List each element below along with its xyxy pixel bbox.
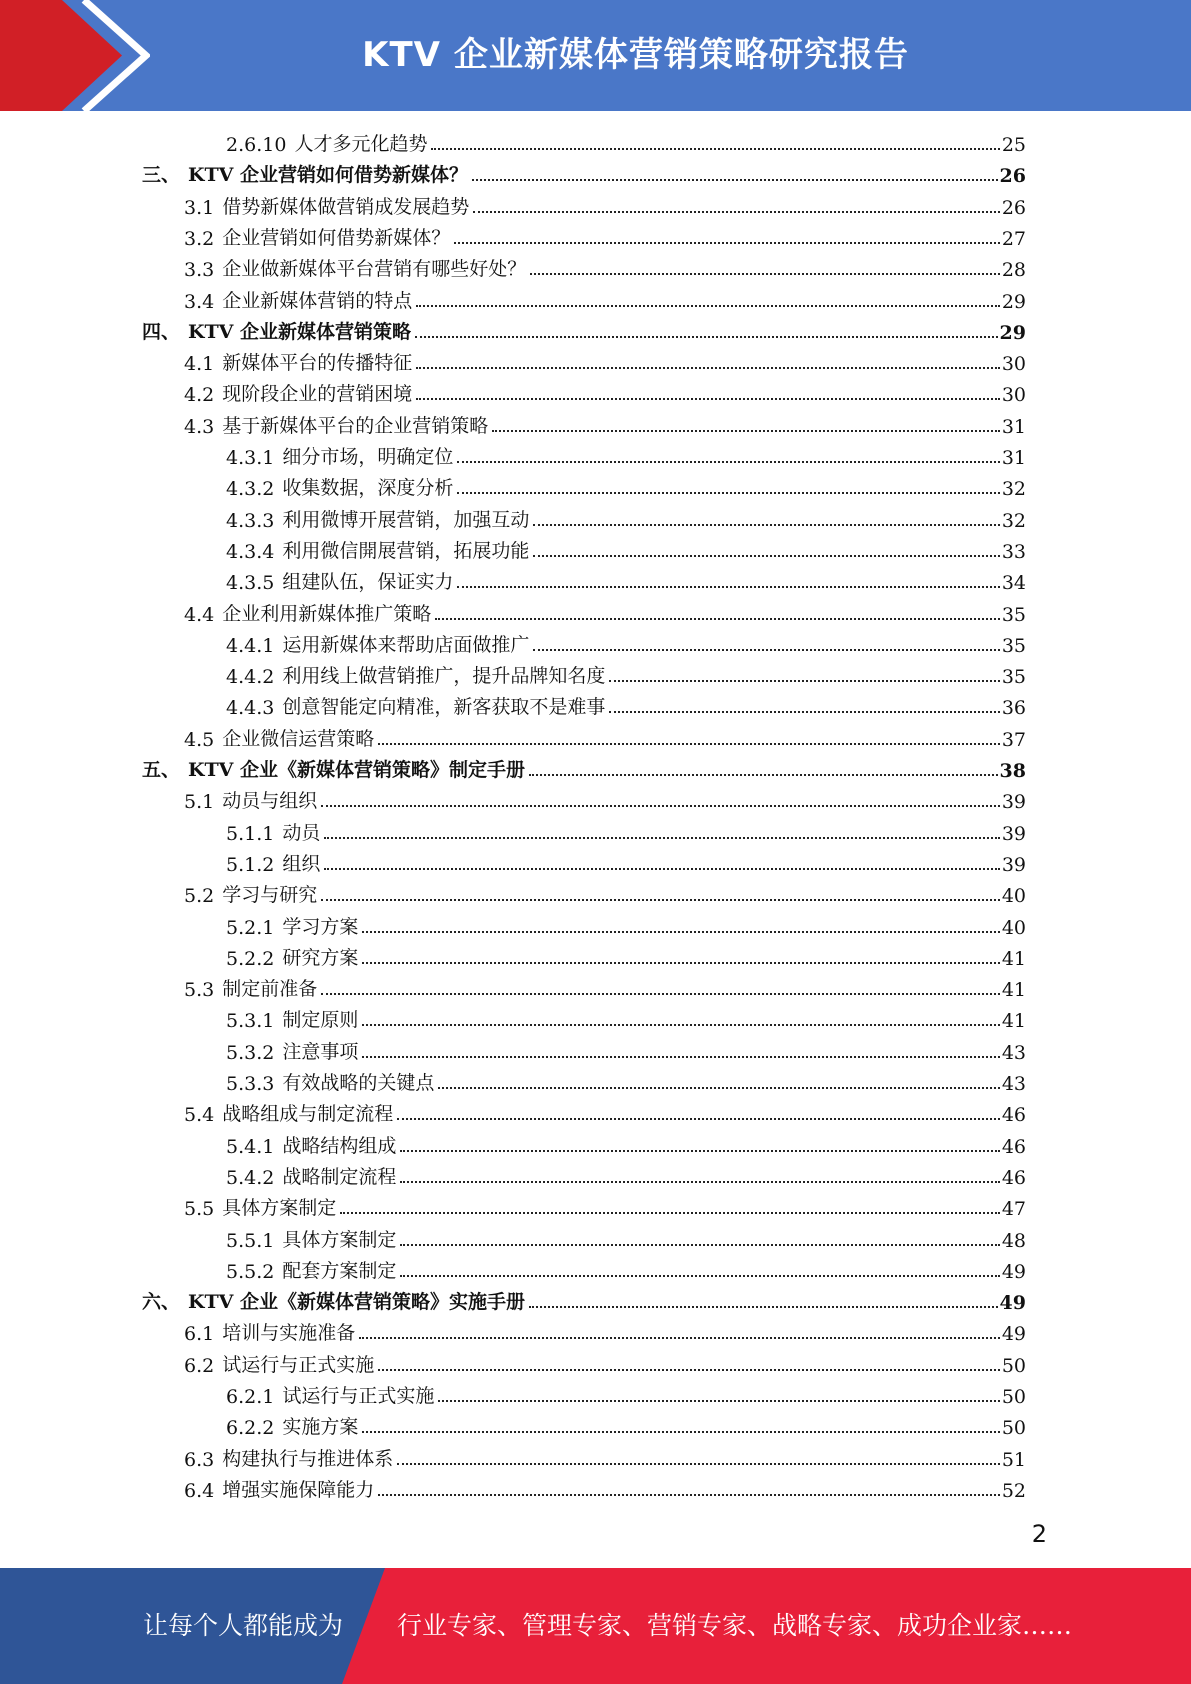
toc-entry-title: 基于新媒体平台的企业营销策略 xyxy=(222,414,489,437)
toc-entry-page: 26 xyxy=(1001,196,1026,219)
toc-entry-page: 41 xyxy=(1001,1010,1026,1033)
toc-entry-title: KTV 企业新媒体营销策略 xyxy=(188,320,412,343)
toc-entry-number: 4.3.2 xyxy=(226,478,275,501)
toc-dot-leader xyxy=(472,179,998,181)
toc-entry[interactable] xyxy=(184,1317,1026,1345)
toc-entry[interactable] xyxy=(226,566,1026,594)
toc-entry-title: 增强实施保障能力 xyxy=(222,1478,375,1501)
toc-dot-leader xyxy=(400,1275,999,1277)
toc-entry[interactable] xyxy=(226,911,1026,939)
toc-entry-number: 2.6.10 xyxy=(226,134,287,156)
toc-entry-page: 31 xyxy=(1001,415,1026,438)
toc-entry-title: 收集数据，深度分析 xyxy=(282,477,454,500)
toc-entry-title: 细分市场，明确定位 xyxy=(282,446,454,468)
toc-entry-page: 35 xyxy=(1001,666,1026,689)
toc-entry-number: 6.4 xyxy=(184,1479,215,1502)
toc-entry[interactable] xyxy=(184,879,1026,907)
toc-entry-number: 5.1.1 xyxy=(226,822,275,845)
toc-entry-number: 5.2 xyxy=(184,885,215,908)
toc-entry[interactable] xyxy=(142,754,1026,782)
toc-entry-title: 利用微博开展营销，加强互动 xyxy=(282,508,530,531)
toc-entry-title: KTV 企业营销如何借势新媒体？ xyxy=(188,164,469,187)
toc-entry-page: 25 xyxy=(1001,134,1026,156)
toc-entry-page: 29 xyxy=(1001,290,1026,313)
toc-entry[interactable] xyxy=(184,410,1026,438)
toc-entry-number: 6.2 xyxy=(184,1354,215,1377)
toc-entry-title: 运用新媒体来帮助店面做推广 xyxy=(282,633,530,656)
toc-entry-number: 5.4 xyxy=(184,1104,215,1127)
toc-dot-leader xyxy=(400,1181,999,1183)
footer-slogan-right: 行业专家、管理专家、营销专家、战略专家、成功企业家…… xyxy=(397,1611,1073,1640)
toc-entry-title: 新媒体平台的传播特征 xyxy=(222,352,413,375)
toc-dot-leader xyxy=(378,1494,1000,1496)
toc-entry-title: 战略组成与制定流程 xyxy=(222,1103,394,1126)
toc-entry-number: 5.4.2 xyxy=(226,1166,275,1189)
toc-entry-page: 46 xyxy=(1001,1166,1026,1189)
toc-entry-number: 4.4.2 xyxy=(226,666,275,689)
toc-entry-title: 具体方案制定 xyxy=(222,1197,337,1220)
toc-entry-title: 研究方案 xyxy=(282,946,359,969)
toc-entry-number: 5.4.1 xyxy=(226,1135,275,1158)
page-number: 2 xyxy=(1031,1520,1047,1548)
toc-entry-number: 六、 xyxy=(142,1291,181,1314)
toc-entry-number: 5.2.2 xyxy=(226,947,275,970)
toc-dot-leader xyxy=(533,649,999,651)
toc-entry-page: 27 xyxy=(1001,227,1026,250)
toc-entry-number: 4.4.3 xyxy=(226,697,275,720)
toc-dot-leader xyxy=(321,805,1000,807)
toc-entry-page: 40 xyxy=(1001,885,1026,908)
toc-dot-leader xyxy=(416,305,1000,307)
toc-entry[interactable] xyxy=(226,1036,1026,1064)
toc-entry-page: 39 xyxy=(1001,822,1026,845)
toc-dot-leader xyxy=(533,524,999,526)
toc-entry-number: 3.4 xyxy=(184,290,215,313)
toc-entry-number: 5.5.2 xyxy=(226,1260,275,1283)
toc-dot-leader xyxy=(321,899,1000,901)
toc-entry[interactable] xyxy=(226,848,1026,876)
toc-dot-leader xyxy=(438,1400,999,1402)
toc-dot-leader xyxy=(457,586,999,588)
toc-dot-leader xyxy=(340,1212,1000,1214)
toc-entry-page: 36 xyxy=(1001,697,1026,720)
toc-dot-leader xyxy=(362,1024,999,1026)
toc-entry[interactable] xyxy=(184,1443,1026,1471)
toc-dot-leader xyxy=(397,1118,1000,1120)
toc-entry-title: 利用线上做营销推广，提升品牌知名度 xyxy=(282,665,606,688)
toc-dot-leader xyxy=(533,555,999,557)
toc-dot-leader xyxy=(431,148,999,150)
toc-dot-leader xyxy=(362,962,999,964)
toc-entry-number: 4.3.4 xyxy=(226,540,275,563)
toc-entry-number: 5.3.1 xyxy=(226,1010,275,1033)
footer-slogan-left: 让每个人都能成为 xyxy=(143,1611,344,1640)
toc-entry-page: 30 xyxy=(1001,384,1026,407)
toc-entry-page: 32 xyxy=(1001,509,1026,532)
toc-entry[interactable] xyxy=(226,504,1026,532)
toc-entry-title: KTV 企业《新媒体营销策略》实施手册 xyxy=(188,1291,526,1314)
toc-entry-title: 实施方案 xyxy=(282,1416,359,1439)
toc-entry-page: 39 xyxy=(1001,853,1026,876)
toc-entry-number: 4.3 xyxy=(184,415,215,438)
toc-entry[interactable] xyxy=(226,535,1026,563)
toc-entry-title: KTV 企业《新媒体营销策略》制定手册 xyxy=(188,759,526,781)
toc-entry-number: 4.5 xyxy=(184,728,215,751)
toc-entry-page: 38 xyxy=(999,760,1026,782)
toc-entry-title: 有效战略的关键点 xyxy=(282,1072,435,1094)
toc-entry-number: 6.3 xyxy=(184,1448,215,1471)
toc-entry[interactable] xyxy=(226,1224,1026,1252)
toc-entry[interactable] xyxy=(142,316,1026,344)
toc-entry-number: 5.1.2 xyxy=(226,853,275,876)
toc-dot-leader xyxy=(473,211,1000,213)
toc-entry-page: 35 xyxy=(1001,634,1026,657)
toc-entry-title: 企业做新媒体平台营销有哪些好处？ xyxy=(222,258,527,281)
toc-entry-page: 30 xyxy=(1001,353,1026,376)
toc-entry[interactable] xyxy=(226,1161,1026,1189)
toc-entry[interactable] xyxy=(184,191,1026,219)
toc-entry[interactable] xyxy=(184,378,1026,406)
toc-entry[interactable] xyxy=(226,1067,1026,1095)
toc-entry-title: 制定原则 xyxy=(282,1009,359,1032)
toc-entry-title: 组建队伍，保证实力 xyxy=(282,571,454,594)
toc-dot-leader xyxy=(416,367,1000,369)
toc-entry-page: 29 xyxy=(999,321,1026,344)
toc-entry[interactable] xyxy=(226,472,1026,500)
toc-entry-title: 试运行与正式实施 xyxy=(222,1353,375,1376)
toc-entry-title: 构建执行与推进体系 xyxy=(222,1447,394,1470)
page-footer xyxy=(0,1568,1191,1684)
toc-entry-title: 借势新媒体做营销成发展趋势 xyxy=(222,195,470,218)
report-title: KTV 企业新媒体营销策略研究报告 xyxy=(362,35,909,75)
toc-entry-number: 4.4 xyxy=(184,603,215,626)
toc-entry-page: 34 xyxy=(1001,572,1026,595)
toc-entry[interactable] xyxy=(142,159,1026,187)
toc-entry[interactable] xyxy=(184,1474,1026,1502)
toc-entry-number: 5.3.2 xyxy=(226,1041,275,1064)
toc-entry-page: 50 xyxy=(1001,1354,1026,1377)
toc-entry-number: 五、 xyxy=(142,759,181,781)
toc-entry-page: 43 xyxy=(1001,1041,1026,1064)
toc-entry[interactable] xyxy=(226,660,1026,688)
toc-entry-number: 5.3 xyxy=(184,979,215,1002)
toc-entry[interactable] xyxy=(142,1286,1026,1314)
toc-entry-page: 40 xyxy=(1001,916,1026,939)
toc-entry[interactable] xyxy=(226,691,1026,719)
toc-entry-number: 6.2.1 xyxy=(226,1386,275,1408)
toc-entry-title: 试运行与正式实施 xyxy=(282,1385,435,1407)
toc-dot-leader xyxy=(359,1337,1000,1339)
toc-dot-leader xyxy=(435,618,1000,620)
toc-entry-page: 50 xyxy=(1001,1386,1026,1408)
toc-entry[interactable] xyxy=(226,1004,1026,1032)
toc-entry-number: 4.3.1 xyxy=(226,447,275,469)
toc-entry-number: 4.2 xyxy=(184,384,215,407)
toc-entry-page: 52 xyxy=(1001,1479,1026,1502)
toc-entry[interactable] xyxy=(226,1130,1026,1158)
page-header xyxy=(0,0,1191,111)
toc-entry-page: 39 xyxy=(1001,791,1026,814)
toc-dot-leader xyxy=(529,1306,998,1308)
toc-entry[interactable] xyxy=(226,1411,1026,1439)
toc-entry[interactable] xyxy=(226,629,1026,657)
toc-dot-leader xyxy=(438,1087,999,1089)
toc-dot-leader xyxy=(416,398,1000,400)
toc-entry[interactable] xyxy=(226,817,1026,845)
toc-entry[interactable] xyxy=(184,723,1026,751)
toc-entry[interactable] xyxy=(184,598,1026,626)
toc-entry-number: 4.3.5 xyxy=(226,572,275,595)
toc-entry[interactable] xyxy=(184,222,1026,250)
toc-entry-page: 49 xyxy=(999,1292,1026,1315)
toc-entry-number: 3.3 xyxy=(184,259,215,282)
toc-entry-number: 5.2.1 xyxy=(226,916,275,939)
toc-entry-title: 企业新媒体营销的特点 xyxy=(222,289,413,312)
toc-entry-page: 51 xyxy=(1001,1448,1026,1471)
toc-dot-leader xyxy=(362,1431,999,1433)
toc-entry-page: 47 xyxy=(1001,1198,1026,1221)
toc-entry-page: 43 xyxy=(1001,1073,1026,1095)
toc-entry-title: 动员 xyxy=(282,821,321,844)
toc-entry-title: 战略结构组成 xyxy=(282,1134,397,1157)
toc-entry-title: 企业利用新媒体推广策略 xyxy=(222,602,432,625)
toc-entry[interactable] xyxy=(184,347,1026,375)
toc-dot-leader xyxy=(378,743,1000,745)
toc-dot-leader xyxy=(400,1244,999,1246)
toc-entry-title: 战略制定流程 xyxy=(282,1165,397,1188)
toc-entry-title: 企业营销如何借势新媒体？ xyxy=(222,226,451,249)
toc-entry-title: 组织 xyxy=(282,852,321,875)
toc-entry[interactable] xyxy=(184,1192,1026,1220)
toc-entry-title: 动员与组织 xyxy=(222,790,318,813)
toc-entry-title: 具体方案制定 xyxy=(282,1228,397,1251)
toc-entry[interactable] xyxy=(184,1349,1026,1377)
toc-entry-page: 26 xyxy=(999,165,1026,188)
toc-entry-page: 41 xyxy=(1001,979,1026,1002)
toc-entry-page: 50 xyxy=(1001,1417,1026,1440)
toc-entry[interactable] xyxy=(226,942,1026,970)
toc-dot-leader xyxy=(400,1150,999,1152)
toc-entry-number: 6.2.2 xyxy=(226,1417,275,1440)
toc-entry-number: 5.1 xyxy=(184,791,215,814)
toc-entry-page: 33 xyxy=(1001,540,1026,563)
toc-entry-title: 学习方案 xyxy=(282,915,359,938)
toc-entry-title: 培训与实施准备 xyxy=(222,1322,356,1345)
toc-entry-page: 41 xyxy=(1001,947,1026,970)
toc-dot-leader xyxy=(321,993,1000,995)
toc-entry-title: 现阶段企业的营销困境 xyxy=(222,383,413,406)
toc-entry[interactable] xyxy=(226,128,1026,156)
toc-entry-number: 5.3.3 xyxy=(226,1073,275,1095)
toc-entry-title: 利用微信開展营销，拓展功能 xyxy=(282,539,530,562)
toc-dot-leader xyxy=(397,1463,1000,1465)
toc-dot-leader xyxy=(530,273,1000,275)
toc-entry-number: 3.2 xyxy=(184,227,215,250)
toc-entry-page: 31 xyxy=(1001,447,1026,469)
toc-entry[interactable] xyxy=(184,285,1026,313)
toc-entry-number: 6.1 xyxy=(184,1323,215,1346)
toc-dot-leader xyxy=(362,1056,999,1058)
toc-dot-leader xyxy=(378,1369,1000,1371)
toc-entry-number: 4.4.1 xyxy=(226,634,275,657)
toc-entry-page: 28 xyxy=(1001,259,1026,282)
toc-entry[interactable] xyxy=(184,1098,1026,1126)
toc-entry-title: 人才多元化趋势 xyxy=(294,133,428,155)
toc-entry-page: 35 xyxy=(1001,603,1026,626)
toc-entry-page: 46 xyxy=(1001,1104,1026,1127)
toc-dot-leader xyxy=(415,336,998,338)
toc-dot-leader xyxy=(529,774,998,776)
toc-dot-leader xyxy=(324,837,999,839)
toc-entry[interactable] xyxy=(226,1380,1026,1408)
toc-entry[interactable] xyxy=(226,1255,1026,1283)
toc-dot-leader xyxy=(609,711,999,713)
toc-entry-title: 注意事项 xyxy=(282,1040,359,1063)
toc-entry-number: 3.1 xyxy=(184,196,215,219)
toc-entry-number: 三、 xyxy=(142,164,181,187)
toc-entry-number: 5.5.1 xyxy=(226,1229,275,1252)
toc-dot-leader xyxy=(609,680,999,682)
toc-dot-leader xyxy=(492,430,1000,432)
toc-entry-page: 32 xyxy=(1001,478,1026,501)
toc-dot-leader xyxy=(454,242,1000,244)
toc-entry-title: 配套方案制定 xyxy=(282,1259,397,1282)
toc-entry[interactable] xyxy=(184,785,1026,813)
toc-entry-number: 四、 xyxy=(142,320,181,343)
toc-entry-page: 37 xyxy=(1001,728,1026,751)
toc-entry-page: 49 xyxy=(1001,1260,1026,1283)
toc-entry-page: 46 xyxy=(1001,1135,1026,1158)
toc-entry-title: 学习与研究 xyxy=(222,884,318,907)
toc-entry-page: 48 xyxy=(1001,1229,1026,1252)
toc-entry-title: 企业微信运营策略 xyxy=(222,727,375,750)
toc-entry-number: 5.5 xyxy=(184,1198,215,1221)
toc-entry[interactable] xyxy=(226,441,1026,469)
toc-entry[interactable] xyxy=(184,253,1026,281)
toc-entry-number: 4.3.3 xyxy=(226,509,275,532)
toc-entry-number: 4.1 xyxy=(184,353,215,376)
toc-entry-title: 创意智能定向精准，新客获取不是难事 xyxy=(282,696,606,719)
toc-dot-leader xyxy=(457,492,999,494)
toc-dot-leader xyxy=(457,461,999,463)
toc-entry-title: 制定前准备 xyxy=(222,978,318,1001)
toc-dot-leader xyxy=(362,931,999,933)
toc-entry-page: 49 xyxy=(1001,1323,1026,1346)
toc-entry[interactable] xyxy=(184,973,1026,1001)
toc-dot-leader xyxy=(324,868,999,870)
